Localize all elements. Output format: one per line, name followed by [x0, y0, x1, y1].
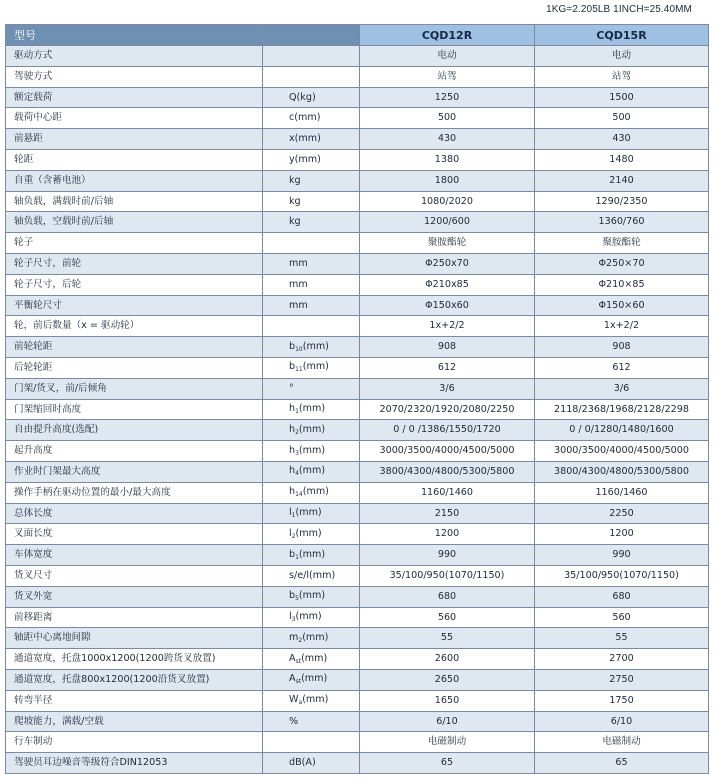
- spec-name: 叉面长度: [6, 524, 263, 545]
- spec-unit: [263, 503, 360, 524]
- spec-value-cqd15r: Φ150×60: [535, 295, 709, 316]
- spec-unit: [263, 108, 360, 129]
- spec-unit: [263, 586, 360, 607]
- spec-value-cqd15r: Φ250×70: [535, 253, 709, 274]
- table-row: [6, 191, 709, 212]
- spec-value-cqd12r: 680: [360, 586, 535, 607]
- spec-value-cqd15r: 1480: [535, 149, 709, 170]
- spec-value-cqd15r: 560: [535, 607, 709, 628]
- spec-unit-symbol: mm: [289, 258, 308, 270]
- spec-value-cqd15r: 2250: [535, 503, 709, 524]
- table-row: [6, 87, 709, 108]
- spec-unit: [263, 482, 360, 503]
- spec-unit: [263, 669, 360, 690]
- spec-unit-subscript: 3: [291, 615, 296, 623]
- spec-unit-subscript: 2: [291, 532, 296, 540]
- table-row: [6, 337, 709, 358]
- spec-value-cqd12r: 1250: [360, 87, 535, 108]
- spec-name: 行车制动: [6, 732, 263, 753]
- spec-value-cqd15r: 1160/1460: [535, 482, 709, 503]
- table-row: [6, 649, 709, 670]
- spec-unit: [263, 628, 360, 649]
- spec-unit-symbol: kg: [289, 195, 301, 207]
- table-row: [6, 149, 709, 170]
- spec-name: 平衡轮尺寸: [6, 295, 263, 316]
- spec-unit-suffix: (mm): [298, 423, 326, 435]
- spec-table: [5, 24, 709, 774]
- spec-unit-symbol: b: [289, 590, 296, 602]
- spec-value-cqd15r: 6/10: [535, 711, 709, 732]
- table-row: [6, 545, 709, 566]
- spec-value-cqd15r: 聚胺酯轮: [535, 233, 709, 254]
- spec-value-cqd12r: 1200: [360, 524, 535, 545]
- spec-unit-symbol: A: [289, 652, 296, 664]
- spec-name: 货叉外宽: [6, 586, 263, 607]
- spec-unit-suffix: (mm): [295, 527, 322, 539]
- spec-unit-subscript: a: [298, 699, 303, 707]
- spec-unit-suffix: (mm): [302, 361, 329, 373]
- table-row: [6, 253, 709, 274]
- spec-value-cqd12r: 1080/2020: [360, 191, 535, 212]
- spec-unit-symbol: b: [289, 548, 296, 560]
- table-row: [6, 669, 709, 690]
- spec-unit-suffix: (mm): [298, 402, 326, 414]
- spec-value-cqd12r: 2070/2320/1920/2080/2250: [360, 399, 535, 420]
- table-row: [6, 233, 709, 254]
- spec-unit-subscript: 3: [295, 449, 299, 457]
- spec-name: 自重（含蓄电池）: [6, 170, 263, 191]
- unit-conversion-note: 1KG=2.205LB 1INCH=25.40MM: [546, 4, 692, 15]
- table-row: [6, 108, 709, 129]
- spec-value-cqd15r: 1200: [535, 524, 709, 545]
- spec-name: 前悬距: [6, 129, 263, 150]
- table-row: [6, 732, 709, 753]
- spec-value-cqd12r: 3/6: [360, 378, 535, 399]
- spec-value-cqd12r: 1800: [360, 170, 535, 191]
- spec-unit-symbol: x(mm): [289, 133, 321, 145]
- spec-unit: [263, 129, 360, 150]
- spec-unit-symbol: s/e/l(mm): [289, 570, 336, 582]
- table-row: [6, 524, 709, 545]
- spec-unit-symbol: kg: [289, 216, 301, 228]
- header-unit: [263, 25, 360, 46]
- spec-unit-suffix: (mm): [301, 673, 328, 685]
- spec-unit: [263, 607, 360, 628]
- spec-value-cqd12r: 3800/4300/4800/5300/5800: [360, 461, 535, 482]
- spec-name: 货叉尺寸: [6, 565, 263, 586]
- spec-name: 门架/货叉，前/后倾角: [6, 378, 263, 399]
- table-row: [6, 420, 709, 441]
- spec-value-cqd12r: 612: [360, 357, 535, 378]
- spec-unit-suffix: (mm): [298, 465, 326, 477]
- spec-value-cqd12r: 0 / 0 /1386/1550/1720: [360, 420, 535, 441]
- spec-value-cqd15r: 1x+2/2: [535, 316, 709, 337]
- spec-value-cqd12r: 500: [360, 108, 535, 129]
- spec-name: 前轮轮距: [6, 337, 263, 358]
- spec-value-cqd12r: 55: [360, 628, 535, 649]
- spec-name: 通道宽度，托盘1000x1200(1200跨货叉放置): [6, 649, 263, 670]
- spec-name: 载荷中心距: [6, 108, 263, 129]
- spec-sheet: [5, 24, 708, 774]
- spec-value-cqd12r: 430: [360, 129, 535, 150]
- table-row: [6, 586, 709, 607]
- table-row: [6, 170, 709, 191]
- spec-unit: [263, 170, 360, 191]
- spec-unit-subscript: 1: [291, 511, 296, 519]
- spec-unit-subscript: 14: [295, 491, 303, 499]
- spec-value-cqd12r: 1200/600: [360, 212, 535, 233]
- spec-name: 轮子尺寸，前轮: [6, 253, 263, 274]
- spec-unit-subscript: 2: [298, 636, 303, 644]
- header-model-cqd12r: CQD12R: [360, 25, 535, 46]
- table-row: [6, 378, 709, 399]
- spec-value-cqd12r: 聚胺酯轮: [360, 233, 535, 254]
- spec-unit: [263, 565, 360, 586]
- spec-unit: [263, 274, 360, 295]
- spec-value-cqd15r: 站驾: [535, 66, 709, 87]
- spec-unit-symbol: l: [289, 527, 292, 539]
- spec-value-cqd15r: 1360/760: [535, 212, 709, 233]
- spec-value-cqd12r: 电磁制动: [360, 732, 535, 753]
- spec-value-cqd15r: 3/6: [535, 378, 709, 399]
- spec-value-cqd15r: 990: [535, 545, 709, 566]
- table-row: [6, 441, 709, 462]
- spec-name: 作业时门架最大高度: [6, 461, 263, 482]
- spec-value-cqd15r: 0 / 0/1280/1480/1600: [535, 420, 709, 441]
- spec-value-cqd15r: 35/100/950(1070/1150): [535, 565, 709, 586]
- table-row: [6, 357, 709, 378]
- spec-value-cqd15r: 2750: [535, 669, 709, 690]
- spec-value-cqd12r: Φ250x70: [360, 253, 535, 274]
- spec-unit-symbol: mm: [289, 278, 308, 290]
- spec-unit: [263, 545, 360, 566]
- spec-value-cqd12r: 2150: [360, 503, 535, 524]
- spec-unit-symbol: l: [289, 610, 292, 622]
- spec-name: 轮子尺寸，后轮: [6, 274, 263, 295]
- spec-unit-symbol: W: [289, 694, 299, 706]
- spec-unit-subscript: st: [295, 657, 302, 665]
- spec-name: 驾驶方式: [6, 66, 263, 87]
- spec-value-cqd12r: 35/100/950(1070/1150): [360, 565, 535, 586]
- spec-name: 驱动方式: [6, 46, 263, 67]
- spec-value-cqd15r: 908: [535, 337, 709, 358]
- spec-value-cqd12r: 1380: [360, 149, 535, 170]
- spec-value-cqd15r: 680: [535, 586, 709, 607]
- spec-name: 轮子: [6, 233, 263, 254]
- spec-value-cqd12r: 1x+2/2: [360, 316, 535, 337]
- spec-unit-symbol: b: [289, 361, 296, 373]
- spec-unit: [263, 316, 360, 337]
- spec-unit-subscript: 11: [295, 366, 303, 374]
- spec-unit: [263, 441, 360, 462]
- spec-name: 轴负载，空载时前/后轴: [6, 212, 263, 233]
- spec-value-cqd15r: 612: [535, 357, 709, 378]
- spec-name: 轴负载，满载时前/后轴: [6, 191, 263, 212]
- spec-unit-symbol: l: [289, 506, 292, 518]
- spec-name: 轮距: [6, 149, 263, 170]
- spec-unit: [263, 399, 360, 420]
- spec-unit: [263, 337, 360, 358]
- spec-value-cqd15r: 电磁制动: [535, 732, 709, 753]
- spec-value-cqd15r: 1290/2350: [535, 191, 709, 212]
- spec-unit-suffix: (mm): [302, 631, 329, 643]
- header-model-cqd15r: CQD15R: [535, 25, 709, 46]
- spec-unit-subscript: st: [295, 678, 302, 686]
- spec-name: 通道宽度，托盘800x1200(1200沿货叉放置): [6, 669, 263, 690]
- spec-unit: [263, 649, 360, 670]
- spec-unit-subscript: 10: [295, 345, 303, 353]
- spec-unit: [263, 295, 360, 316]
- spec-value-cqd12r: 1650: [360, 690, 535, 711]
- spec-value-cqd12r: 990: [360, 545, 535, 566]
- spec-unit-suffix: (mm): [295, 506, 322, 518]
- spec-unit-symbol: kg: [289, 174, 301, 186]
- spec-unit-symbol: h: [289, 423, 296, 435]
- spec-name: 前移距离: [6, 607, 263, 628]
- spec-unit: [263, 420, 360, 441]
- spec-value-cqd12r: Φ210x85: [360, 274, 535, 295]
- spec-value-cqd12r: 908: [360, 337, 535, 358]
- spec-unit: [263, 461, 360, 482]
- spec-value-cqd15r: 电动: [535, 46, 709, 67]
- table-row: [6, 565, 709, 586]
- spec-unit-subscript: 5: [295, 595, 299, 603]
- table-row: [6, 66, 709, 87]
- spec-unit-symbol: c(mm): [289, 112, 321, 124]
- spec-unit-symbol: h: [289, 444, 296, 456]
- spec-unit-symbol: h: [289, 486, 296, 498]
- spec-name: 起升高度: [6, 441, 263, 462]
- table-row: [6, 129, 709, 150]
- spec-unit-symbol: b: [289, 340, 296, 352]
- table-row: [6, 690, 709, 711]
- spec-name: 驾驶员耳边噪音等级符合DIN12053: [6, 753, 263, 774]
- spec-value-cqd12r: 1160/1460: [360, 482, 535, 503]
- spec-value-cqd15r: 2700: [535, 649, 709, 670]
- spec-unit-suffix: (mm): [302, 694, 329, 706]
- spec-unit-symbol: m: [289, 631, 299, 643]
- header-model-label: 型号: [6, 25, 263, 46]
- spec-unit-subscript: 2: [295, 428, 299, 436]
- spec-unit-symbol: h: [289, 402, 296, 414]
- spec-unit-symbol: Q(kg): [289, 91, 316, 103]
- spec-name: 爬坡能力，满载/空载: [6, 711, 263, 732]
- spec-value-cqd15r: Φ210×85: [535, 274, 709, 295]
- table-row: [6, 503, 709, 524]
- table-row: [6, 295, 709, 316]
- spec-unit: [263, 711, 360, 732]
- spec-unit-suffix: (mm): [298, 548, 326, 560]
- spec-value-cqd15r: 3000/3500/4000/4500/5000: [535, 441, 709, 462]
- spec-value-cqd15r: 1750: [535, 690, 709, 711]
- spec-value-cqd15r: 55: [535, 628, 709, 649]
- spec-value-cqd12r: 6/10: [360, 711, 535, 732]
- spec-unit-suffix: (mm): [302, 340, 329, 352]
- spec-unit: [263, 732, 360, 753]
- spec-value-cqd15r: 65: [535, 753, 709, 774]
- spec-name: 自由提升高度(选配): [6, 420, 263, 441]
- table-row: [6, 461, 709, 482]
- spec-unit-symbol: dB(A): [289, 757, 316, 769]
- spec-value-cqd12r: 站驾: [360, 66, 535, 87]
- spec-value-cqd12r: 电动: [360, 46, 535, 67]
- table-row: [6, 628, 709, 649]
- spec-unit-symbol: A: [289, 673, 296, 685]
- spec-name: 总体长度: [6, 503, 263, 524]
- spec-name: 轴距中心离地间隙: [6, 628, 263, 649]
- spec-value-cqd12r: 560: [360, 607, 535, 628]
- table-row: [6, 274, 709, 295]
- spec-unit-symbol: %: [289, 715, 299, 727]
- spec-unit-symbol: mm: [289, 299, 308, 311]
- spec-unit: [263, 212, 360, 233]
- spec-unit: [263, 753, 360, 774]
- spec-value-cqd15r: 2118/2368/1968/2128/2298: [535, 399, 709, 420]
- table-row: [6, 711, 709, 732]
- spec-unit: [263, 233, 360, 254]
- spec-name: 门架缩回时高度: [6, 399, 263, 420]
- spec-unit-symbol: y(mm): [289, 154, 321, 166]
- spec-value-cqd15r: 1500: [535, 87, 709, 108]
- spec-value-cqd12r: Φ150x60: [360, 295, 535, 316]
- spec-unit-suffix: (mm): [298, 444, 326, 456]
- header-row: [6, 25, 709, 46]
- spec-unit: [263, 357, 360, 378]
- spec-unit: [263, 87, 360, 108]
- table-row: [6, 46, 709, 67]
- spec-unit-suffix: (mm): [298, 590, 326, 602]
- spec-unit-suffix: (mm): [295, 610, 322, 622]
- spec-unit: [263, 191, 360, 212]
- spec-name: 后轮轮距: [6, 357, 263, 378]
- spec-unit-symbol: °: [289, 382, 294, 394]
- table-row: [6, 212, 709, 233]
- spec-unit-subscript: 1: [295, 407, 299, 415]
- spec-unit-subscript: 1: [295, 553, 299, 561]
- spec-unit: [263, 378, 360, 399]
- spec-unit-suffix: (mm): [302, 486, 329, 498]
- spec-value-cqd12r: 2650: [360, 669, 535, 690]
- table-row: [6, 316, 709, 337]
- spec-value-cqd12r: 65: [360, 753, 535, 774]
- table-row: [6, 753, 709, 774]
- spec-unit: [263, 524, 360, 545]
- spec-unit: [263, 253, 360, 274]
- spec-unit-suffix: (mm): [301, 652, 328, 664]
- spec-value-cqd15r: 2140: [535, 170, 709, 191]
- spec-unit-symbol: h: [289, 465, 296, 477]
- table-row: [6, 399, 709, 420]
- table-row: [6, 482, 709, 503]
- spec-unit-subscript: 4: [295, 470, 299, 478]
- spec-value-cqd15r: 3800/4300/4800/5300/5800: [535, 461, 709, 482]
- spec-value-cqd12r: 2600: [360, 649, 535, 670]
- spec-unit: [263, 46, 360, 67]
- spec-name: 车体宽度: [6, 545, 263, 566]
- spec-unit: [263, 149, 360, 170]
- spec-unit: [263, 66, 360, 87]
- spec-value-cqd15r: 430: [535, 129, 709, 150]
- spec-name: 转弯半径: [6, 690, 263, 711]
- spec-name: 操作手柄在驱动位置的最小/最大高度: [6, 482, 263, 503]
- spec-name: 轮，前后数量（x = 驱动轮）: [6, 316, 263, 337]
- spec-name: 额定载荷: [6, 87, 263, 108]
- spec-value-cqd15r: 500: [535, 108, 709, 129]
- spec-value-cqd12r: 3000/3500/4000/4500/5000: [360, 441, 535, 462]
- spec-rows: [6, 46, 709, 774]
- spec-unit: [263, 690, 360, 711]
- table-row: [6, 607, 709, 628]
